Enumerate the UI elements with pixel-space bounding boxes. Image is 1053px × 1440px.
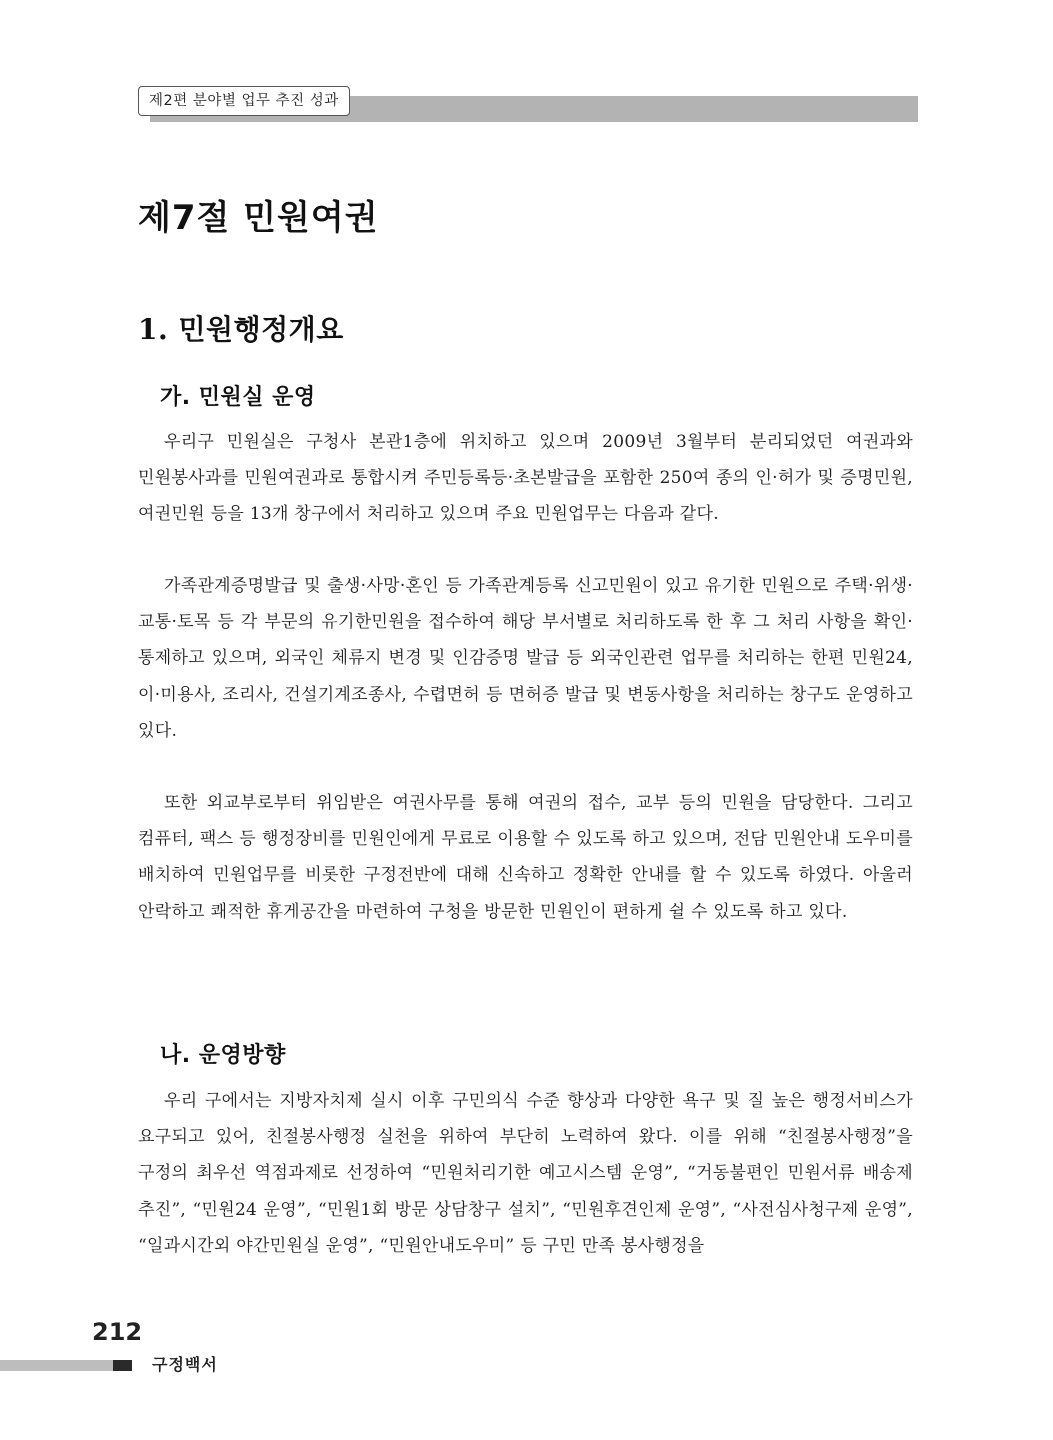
- chapter-title: 제7절 민원여권: [138, 198, 379, 238]
- header-tab: 제2편 분야별 업무 추진 성과: [138, 86, 350, 116]
- section-title: 1. 민원행정개요: [138, 313, 344, 346]
- page-number: 212: [92, 1318, 143, 1346]
- footer-block: [113, 1360, 132, 1371]
- paragraph: 가족관계증명발급 및 출생·사망·혼인 등 가족관계등록 신고민원이 있고 유기한 민원으로 주택·위생·교통·토목 등 각 부문의 유기한민원을 접수하여 해당 부서별로 처리하도록 한 후 그 처리 사항을 확인·통제하고 있으며, 외국인 체류지 변경 및 인감증명 발급 등 외국인관련 업무를 처리하는 한편 민원24, 이·미용사, 조리사, 건설기계조종사, 수렵면허 등 면허증 발급 및 변동사항을 처리하는 창구도 운영하고 있다.: [138, 576, 913, 741]
- footer-bar: [0, 1360, 113, 1371]
- paragraph: 우리구 민원실은 구청사 본관1층에 위치하고 있으며 2009년 3월부터 분리되었던 여권과와 민원봉사과를 민원여권과로 통합시켜 주민등록등·초본발급을 포함한 250여 종의 인·허가 및 증명민원, 여권민원 등을 13개 창구에서 처리하고 있으며 주요 민원업무는 다음과 같다.: [138, 432, 913, 525]
- subsection-title-na: 나. 운영방향: [160, 1043, 286, 1068]
- paragraph: 우리 구에서는 지방자치제 실시 이후 구민의식 수준 향상과 다양한 욕구 및 질 높은 행정서비스가 요구되고 있어, 친절봉사행정 실천을 위하여 부단히 노력하여 왔다. 이를 위해 “친절봉사행정”을 구정의 최우선 역점과제로 선정하여 “민원처리기한 예고시스템 운영”, “거동불편인 민원서류 배송제 추진”, “민원24 운영”, “민원1회 방문 상담창구 설치”, “민원후견인제 운영”, “사전심사청구제 운영”, “일과시간외 야간민원실 운영”, “민원안내도우미” 등 구민 만족 봉사행정을: [138, 1091, 913, 1256]
- paragraph: 또한 외교부로부터 위임받은 여권사무를 통해 여권의 접수, 교부 등의 민원을 담당한다. 그리고 컴퓨터, 팩스 등 행정장비를 민원인에게 무료로 이용할 수 있도록 하고 있으며, 전담 민원안내 도우미를 배치하여 민원업무를 비롯한 구정전반에 대해 신속하고 정확한 안내를 할 수 있도록 하였다. 아울러 안락하고 쾌적한 휴게공간을 마련하여 구청을 방문한 민원인이 편하게 쉴 수 있도록 하고 있다.: [138, 793, 913, 922]
- subsection-title-ga: 가. 민원실 운영: [160, 385, 316, 410]
- footer-book-title: 구정백서: [152, 1355, 218, 1374]
